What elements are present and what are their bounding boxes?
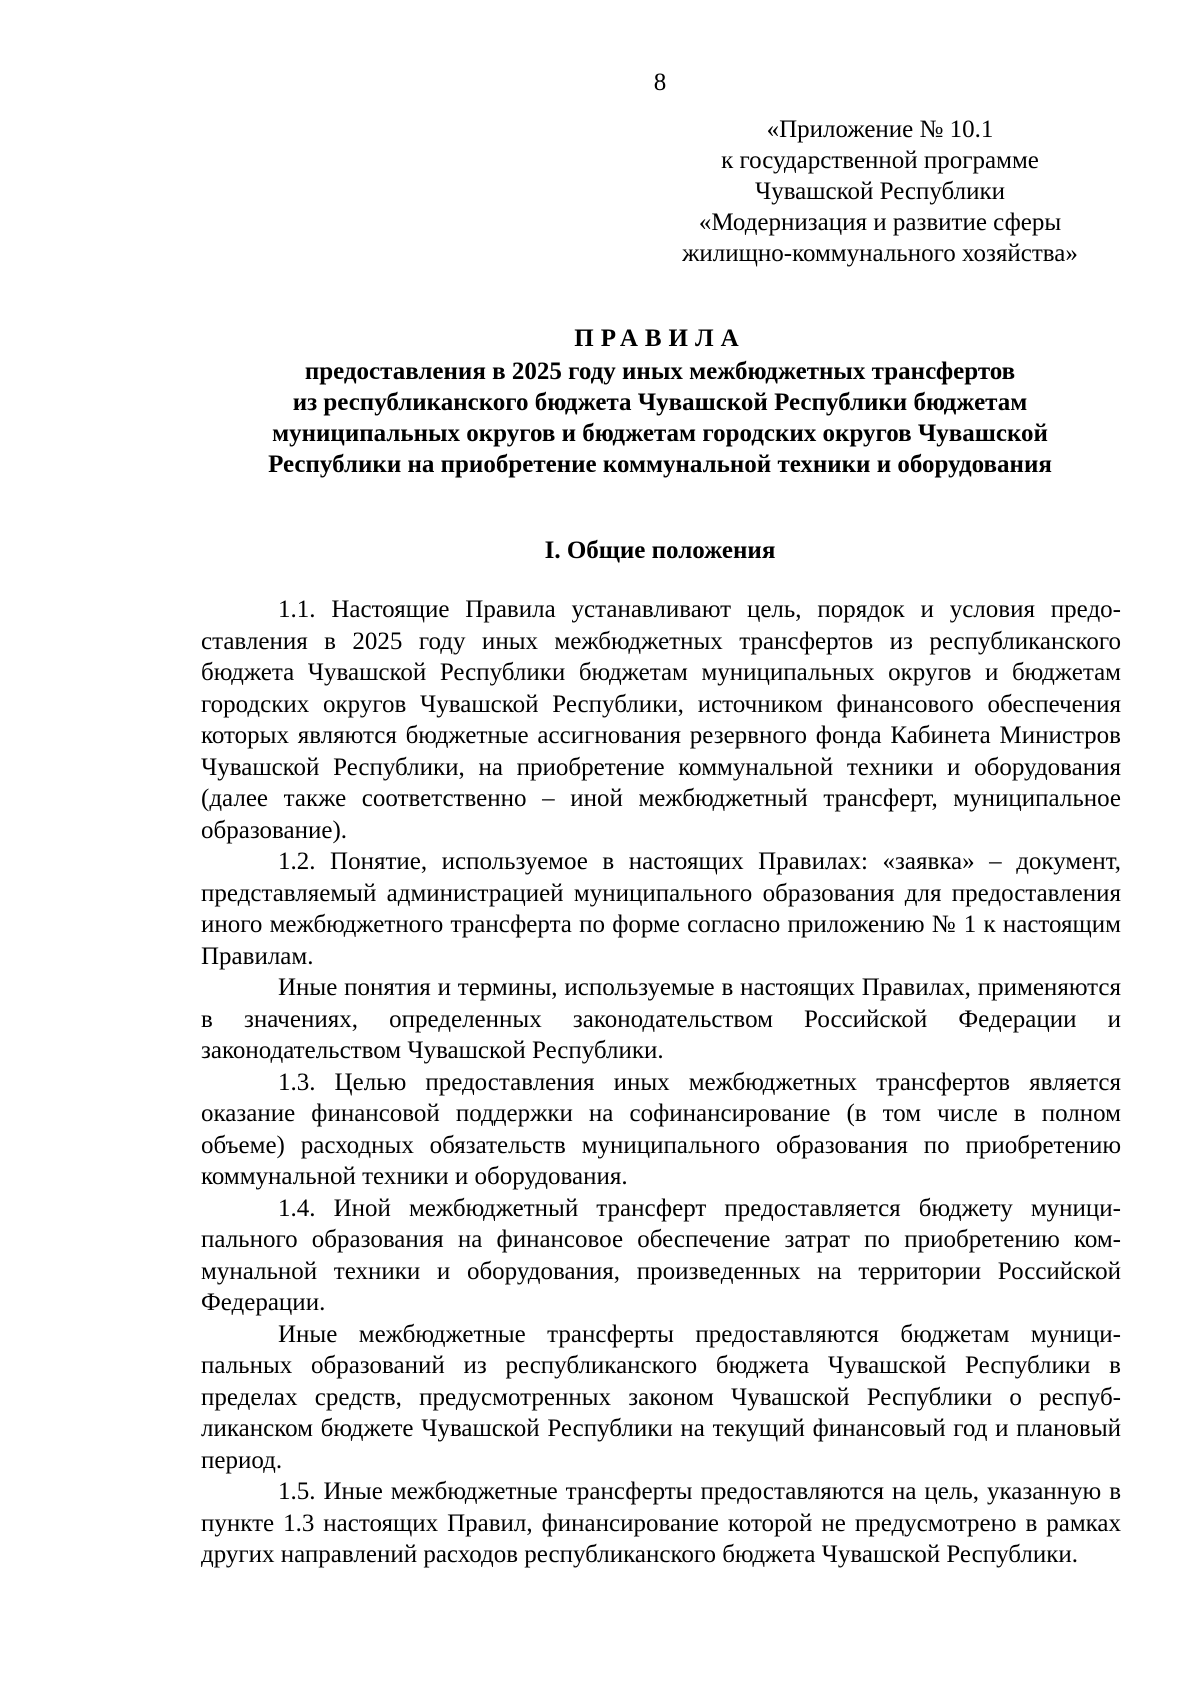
- subtitle-line: Республики на приобретение коммунальной техники и оборудования: [268, 451, 1052, 478]
- paragraph-1-1: 1.1. Настоящие Правила устанавливают цель, порядок и условия предоставления в 2025 году иных межбюджетных трансфертов из республиканского бюджета Чувашской Республики бюджетам муниципальных округов и бюджетам городских округов Чувашской Республики, источником финансового обеспечения которых являются бюджетные ассигнования резервного фонда Кабинета Министров Чувашской Республики, на приобретение коммунальной техники и оборудования (далее также соответственно – иной межбюджетный трансферт, муниципальное образование).: [201, 596, 1121, 844]
- section-heading: I. Общие положения: [544, 537, 776, 564]
- appendix-line: Чувашской Республики: [754, 178, 1006, 205]
- paragraph-1-4: 1.4. Иной межбюджетный трансферт предоставляется бюджету муниципального образования на финансовое обеспечение затрат по приобретению коммунальной техники и оборудования, произведенных на территории Российской Федерации.: [201, 1194, 1121, 1316]
- subtitle-line: из республиканского бюджета Чувашской Республики бюджетам: [292, 389, 1028, 416]
- appendix-line: к государственной программе: [721, 147, 1039, 174]
- subtitle-line: муниципальных округов и бюджетам городских округов Чувашской: [272, 420, 1048, 447]
- paragraph-1-5: 1.5. Иные межбюджетные трансферты предоставляются на цель, указанную в пункте 1.3 настоящих Правил, финансирование которой не предусмотрено в рамках других направлений расходов республиканского бюджета Чувашской Республики.: [201, 1478, 1121, 1568]
- subtitle-line: предоставления в 2025 году иных межбюджетных трансфертов: [304, 358, 1016, 385]
- document-body: [201, 594, 1121, 1571]
- paragraph-1-2: 1.2. Понятие, используемое в настоящих Правилах: «заявка» – документ, представляемый администрацией муниципального образования для предоставления иного межбюджетного трансферта по форме согласно приложению № 1 к настоящим Правилам.: [201, 848, 1121, 970]
- appendix-line: «Модернизация и развитие сферы: [698, 209, 1062, 236]
- page-number: 8: [653, 69, 667, 96]
- paragraph-terms: Иные понятия и термины, используемые в настоящих Правилах, применяются в значениях, определенных законодательством Российской Федерации и законодательством Чувашской Республики.: [201, 974, 1121, 1064]
- appendix-reference: [640, 114, 1120, 269]
- paragraph-1-3: 1.3. Целью предоставления иных межбюджетных трансфертов является оказание финансовой поддержки на софинансирование (в том числе в полном объеме) расходных обязательств муниципального образования по приобретению коммунальной техники и оборудования.: [201, 1068, 1121, 1190]
- appendix-line: «Приложение № 10.1: [766, 116, 994, 143]
- paragraph-funding: Иные межбюджетные трансферты предоставляются бюджетам муниципальных образований из республиканского бюджета Чувашской Республики в пределах средств, предусмотренных законом Чувашской Республики о республиканском бюджете Чувашской Республики на текущий финансовый год и плановый период.: [201, 1320, 1121, 1474]
- document-title: ПРАВИЛА: [574, 325, 746, 352]
- document-subtitle: [180, 356, 1140, 480]
- appendix-line: жилищно-коммунального хозяйства»: [682, 240, 1078, 267]
